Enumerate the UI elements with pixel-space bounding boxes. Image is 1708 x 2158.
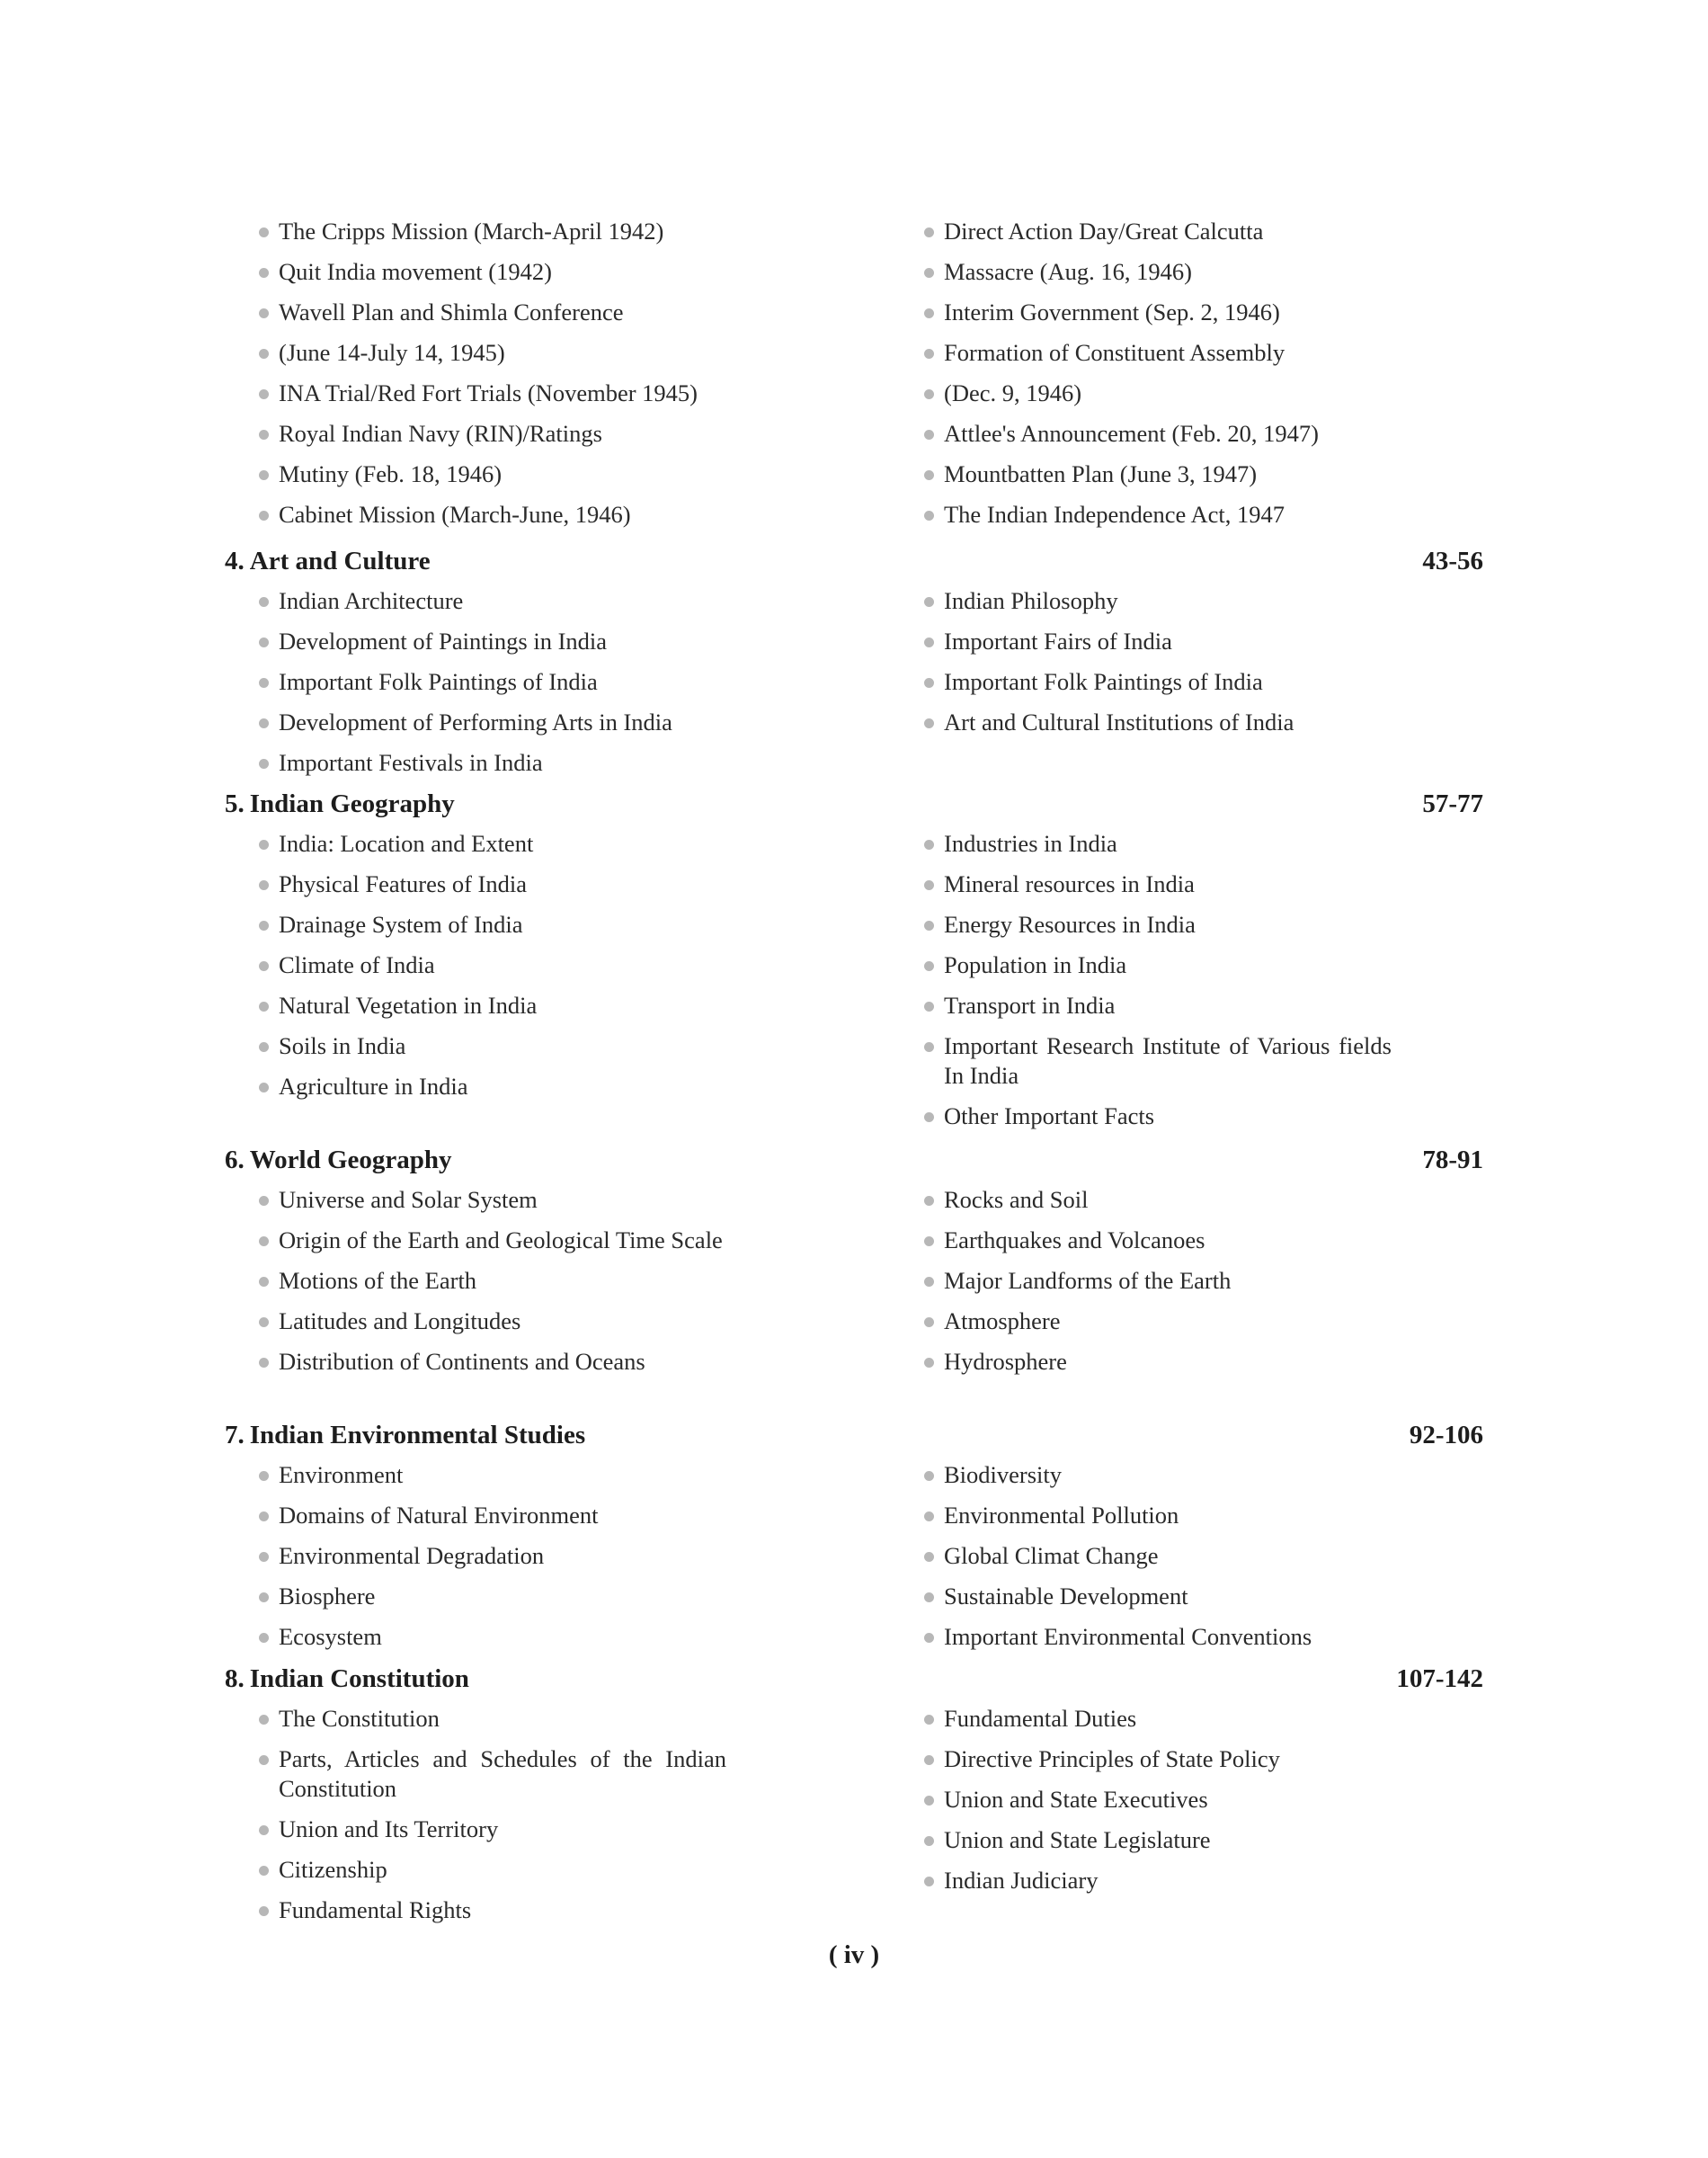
list-item: India: Location and Extent xyxy=(259,829,726,859)
page-number: ( iv ) xyxy=(828,1940,880,1969)
list-item: Important Folk Paintings of India xyxy=(259,667,726,697)
list-item: Massacre (Aug. 16, 1946) xyxy=(924,257,1392,287)
list-item: Cabinet Mission (March-June, 1946) xyxy=(259,500,726,530)
section-title: Indian Constitution xyxy=(249,1664,469,1693)
list-item: Major Landforms of the Earth xyxy=(924,1266,1392,1296)
list-item: Other Important Facts xyxy=(924,1101,1392,1131)
list-item: Rocks and Soil xyxy=(924,1185,1392,1215)
list-item: Formation of Constituent Assembly xyxy=(924,338,1392,368)
list-item: Domains of Natural Environment xyxy=(259,1501,726,1530)
section-pages: 78-91 xyxy=(1422,1146,1483,1174)
list-item: Important Folk Paintings of India xyxy=(924,667,1392,697)
list-item: Soils in India xyxy=(259,1031,726,1061)
section-7-right-column xyxy=(924,1460,1392,1652)
list-item: Biosphere xyxy=(259,1582,726,1611)
list-item: Royal Indian Navy (RIN)/Ratings xyxy=(259,419,726,449)
list-item: Climate of India xyxy=(259,950,726,980)
section-pages: 57-77 xyxy=(1422,789,1483,818)
list-item: Mountbatten Plan (June 3, 1947) xyxy=(924,459,1392,489)
list-item: Latitudes and Longitudes xyxy=(259,1306,726,1336)
list-item: Interim Government (Sep. 2, 1946) xyxy=(924,298,1392,327)
list-item: Direct Action Day/Great Calcutta xyxy=(924,217,1392,246)
list-item: Development of Performing Arts in India xyxy=(259,708,726,737)
list-item: Sustainable Development xyxy=(924,1582,1392,1611)
intro-right-column xyxy=(924,217,1392,530)
list-item: The Indian Independence Act, 1947 xyxy=(924,500,1392,530)
list-item: (Dec. 9, 1946) xyxy=(924,379,1392,408)
list-item: Physical Features of India xyxy=(259,869,726,899)
list-item: Union and State Legislature xyxy=(924,1825,1392,1855)
list-item: Global Climat Change xyxy=(924,1541,1392,1571)
section-pages: 107-142 xyxy=(1396,1664,1483,1693)
list-item: Transport in India xyxy=(924,991,1392,1021)
list-item: The Cripps Mission (March-April 1942) xyxy=(259,217,726,246)
list-item: Biodiversity xyxy=(924,1460,1392,1490)
list-item: Ecosystem xyxy=(259,1622,726,1652)
section-number: 8. xyxy=(225,1664,245,1693)
list-item: Natural Vegetation in India xyxy=(259,991,726,1021)
list-item: Indian Philosophy xyxy=(924,586,1392,616)
section-number: 4. xyxy=(225,547,245,575)
list-item: Union and State Executives xyxy=(924,1785,1392,1815)
list-item: Atmosphere xyxy=(924,1306,1392,1336)
list-item: Quit India movement (1942) xyxy=(259,257,726,287)
list-item: Art and Cultural Institutions of India xyxy=(924,708,1392,737)
list-item: The Constitution xyxy=(259,1704,726,1734)
section-8-left-column xyxy=(259,1704,726,1925)
list-item: Motions of the Earth xyxy=(259,1266,726,1296)
list-item: INA Trial/Red Fort Trials (November 1945) xyxy=(259,379,726,408)
list-item: Agriculture in India xyxy=(259,1072,726,1101)
section-number: 7. xyxy=(225,1421,245,1449)
list-item: Important Festivals in India xyxy=(259,748,726,778)
section-heading xyxy=(225,1663,1483,1695)
list-item: Important Research Institute of Various fields In India xyxy=(924,1031,1392,1091)
list-item: Union and Its Territory xyxy=(259,1815,726,1844)
list-item: Development of Paintings in India xyxy=(259,627,726,656)
section-8-right-column xyxy=(924,1704,1392,1895)
list-item: Distribution of Continents and Oceans xyxy=(259,1347,726,1377)
list-item: Mutiny (Feb. 18, 1946) xyxy=(259,459,726,489)
section-number: 6. xyxy=(225,1146,245,1174)
list-item: Fundamental Duties xyxy=(924,1704,1392,1734)
list-item: Important Fairs of India xyxy=(924,627,1392,656)
list-item: Attlee's Announcement (Feb. 20, 1947) xyxy=(924,419,1392,449)
list-item: Universe and Solar System xyxy=(259,1185,726,1215)
list-item: Hydrosphere xyxy=(924,1347,1392,1377)
section-title: World Geography xyxy=(249,1146,452,1174)
list-item: Energy Resources in India xyxy=(924,910,1392,940)
list-item: Industries in India xyxy=(924,829,1392,859)
list-item: Important Environmental Conventions xyxy=(924,1622,1392,1652)
list-item: Origin of the Earth and Geological Time Scale xyxy=(259,1226,726,1255)
list-item: (June 14-July 14, 1945) xyxy=(259,338,726,368)
section-heading xyxy=(225,1419,1483,1451)
section-heading xyxy=(225,545,1483,577)
list-item: Indian Judiciary xyxy=(924,1866,1392,1895)
list-item: Environmental Pollution xyxy=(924,1501,1392,1530)
list-item: Earthquakes and Volcanoes xyxy=(924,1226,1392,1255)
section-pages: 43-56 xyxy=(1422,547,1483,575)
section-4-left-column xyxy=(259,586,726,778)
list-item: Mineral resources in India xyxy=(924,869,1392,899)
list-item: Environmental Degradation xyxy=(259,1541,726,1571)
list-item: Wavell Plan and Shimla Conference xyxy=(259,298,726,327)
section-5-left-column xyxy=(259,829,726,1101)
list-item: Drainage System of India xyxy=(259,910,726,940)
section-heading xyxy=(225,1144,1483,1176)
list-item: Fundamental Rights xyxy=(259,1895,726,1925)
list-item: Indian Architecture xyxy=(259,586,726,616)
section-7-left-column xyxy=(259,1460,726,1652)
section-heading xyxy=(225,788,1483,820)
section-title: Indian Geography xyxy=(249,789,455,818)
section-title: Art and Culture xyxy=(249,547,431,575)
list-item: Population in India xyxy=(924,950,1392,980)
section-pages: 92-106 xyxy=(1409,1421,1483,1449)
section-number: 5. xyxy=(225,789,245,818)
section-6-right-column xyxy=(924,1185,1392,1377)
list-item: Environment xyxy=(259,1460,726,1490)
section-title: Indian Environmental Studies xyxy=(249,1421,586,1449)
intro-left-column xyxy=(259,217,726,530)
list-item: Citizenship xyxy=(259,1855,726,1885)
section-6-left-column xyxy=(259,1185,726,1377)
section-4-right-column xyxy=(924,586,1392,737)
list-item: Directive Principles of State Policy xyxy=(924,1744,1392,1774)
list-item: Parts, Articles and Schedules of the Indian Constitution xyxy=(259,1744,726,1804)
section-5-right-column xyxy=(924,829,1392,1131)
